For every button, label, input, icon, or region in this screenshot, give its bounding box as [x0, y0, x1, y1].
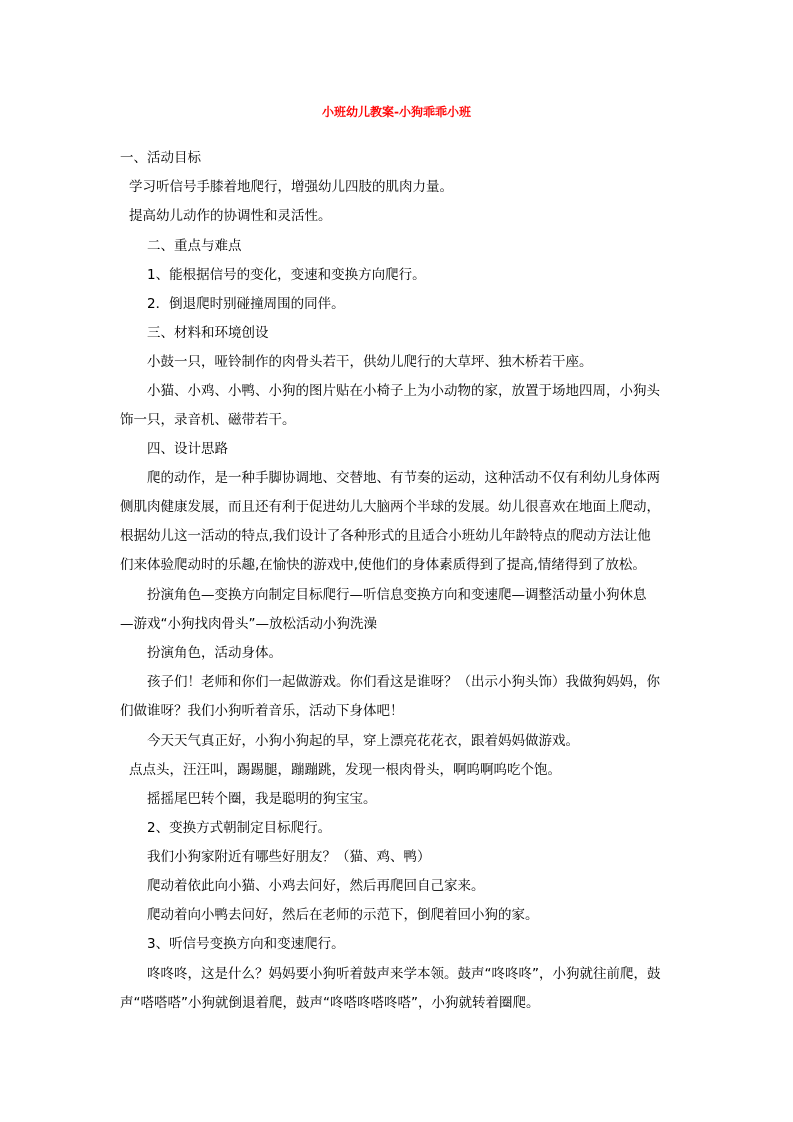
paragraph-line: 根据幼儿这一活动的特点,我们设计了各种形式的且适合小班幼儿年龄特点的爬动方法让他 [120, 528, 651, 544]
paragraph-line: 饰一只，录音机、磁带若干。 [120, 412, 296, 428]
paragraph-line: 我们小狗家附近有哪些好朋友？（猫、鸡、鸭） [147, 849, 431, 865]
paragraph-line: 2．倒退爬时别碰撞周围的同伴。 [147, 296, 345, 312]
document-title: 小班幼儿教案-小狗乖乖小班 [322, 105, 471, 119]
section-heading-design: 四、设计思路 [147, 441, 228, 457]
paragraph-line: 提高幼儿动作的协调性和灵活性。 [129, 208, 332, 224]
paragraph-line: 们来体验爬动时的乐趣,在愉快的游戏中,使他们的身体素质得到了提高,情绪得到了放松。 [120, 557, 646, 573]
paragraph-line: 们做谁呀？我们小狗听着音乐，活动下身体吧！ [120, 703, 404, 719]
paragraph-line: 今天天气真正好，小狗小狗起的早，穿上漂亮花花衣，跟着妈妈做游戏。 [147, 733, 579, 749]
paragraph-line: 爬动着向小鸭去问好，然后在老师的示范下，倒爬着回小狗的家。 [147, 907, 539, 923]
section-heading-materials: 三、材料和环境创设 [147, 325, 269, 341]
paragraph-line: 点点头，汪汪叫，踢踢腿，蹦蹦跳，发现一根肉骨头，啊呜啊呜吃个饱。 [129, 762, 561, 778]
paragraph-line: 扮演角色，活动身体。 [147, 645, 282, 661]
paragraph-line: —游戏“小狗找肉骨头”—放松活动小狗洗澡 [120, 616, 377, 632]
paragraph-line: 1、能根据信号的变化，变速和变换方向爬行。 [147, 267, 426, 283]
paragraph-line: 2、变换方式朝制定目标爬行。 [147, 820, 332, 836]
paragraph-line: 侧肌肉健康发展，而且还有利于促进幼儿大脑两个半球的发展。幼儿很喜欢在地面上爬动， [120, 499, 660, 515]
paragraph-line: 扮演角色—变换方向制定目标爬行—听信息变换方向和变速爬—调整活动量小狗休息 [147, 587, 647, 603]
section-heading-goals: 一、活动目标 [120, 150, 201, 166]
paragraph-line: 孩子们！老师和你们一起做游戏。你们看这是谁呀？（出示小狗头饰）我做狗妈妈，你 [147, 674, 660, 690]
paragraph-line: 声“嗒嗒嗒”小狗就倒退着爬，鼓声“咚嗒咚嗒咚嗒”，小狗就转着圈爬。 [120, 995, 540, 1011]
paragraph-line: 3、听信号变换方向和变速爬行。 [147, 936, 345, 952]
section-heading-key-points: 二、重点与难点 [147, 238, 242, 254]
paragraph-line: 咚咚咚，这是什么？妈妈要小狗听着鼓声来学本领。鼓声“咚咚咚”，小狗就往前爬，鼓 [147, 966, 661, 982]
paragraph-line: 爬的动作，是一种手脚协调地、交替地、有节奏的运动，这种活动不仅有利幼儿身体两 [147, 470, 660, 486]
paragraph-line: 摇摇尾巴转个圈，我是聪明的狗宝宝。 [147, 791, 377, 807]
paragraph-line: 小猫、小鸡、小鸭、小狗的图片贴在小椅子上为小动物的家，放置于场地四周，小狗头 [147, 383, 660, 399]
paragraph-line: 小鼓一只，哑铃制作的肉骨头若干，供幼儿爬行的大草坪、独木桥若干座。 [147, 354, 593, 370]
paragraph-line: 学习听信号手膝着地爬行，增强幼儿四肢的肌肉力量。 [129, 179, 453, 195]
paragraph-line: 爬动着依此向小猫、小鸡去问好，然后再爬回自己家来。 [147, 878, 485, 894]
